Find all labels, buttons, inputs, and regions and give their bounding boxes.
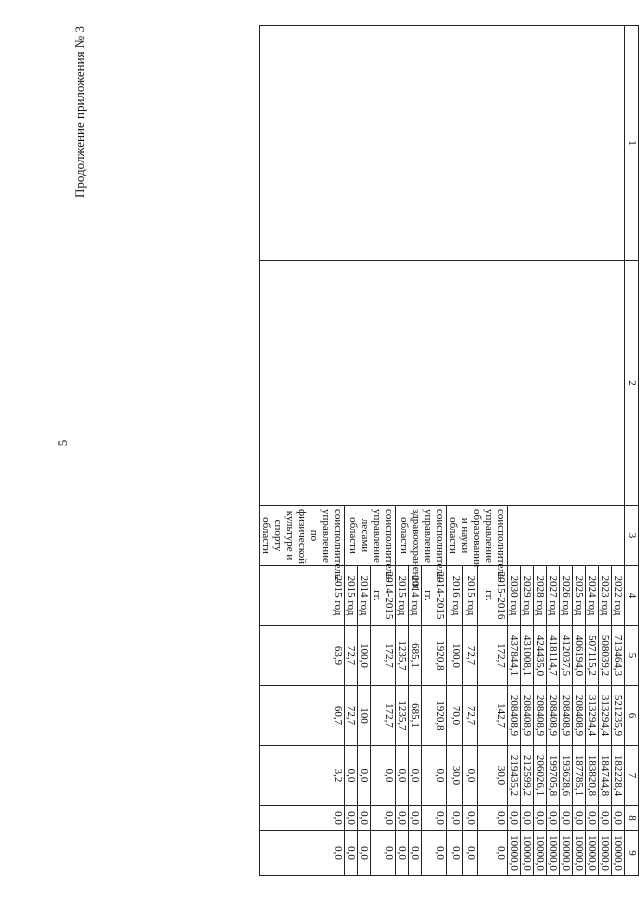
header-cell-7: 7 [625,746,639,806]
value-cell: 0,0 [422,746,447,806]
value-cell: 685,1 [409,686,422,746]
value-cell: 0,0 [371,806,396,831]
executor-cell: соисполнитель-управление здравоохранения области [396,506,447,566]
value-cell: 424435,0 [534,626,547,686]
period-cell: 2029 год [521,566,534,626]
value-cell: 208408,9 [534,686,547,746]
value-cell: 0,0 [478,831,508,876]
value-cell: 0,0 [358,806,371,831]
value-cell: 1920,8 [422,686,447,746]
value-cell: 0,0 [586,806,599,831]
value-cell: 0,0 [358,746,371,806]
value-cell: 193628,6 [560,746,573,806]
value-cell: 0,0 [396,831,409,876]
value-cell: 60,7 [260,686,345,746]
value-cell: 521235,9 [612,686,625,746]
budget-table [259,25,639,876]
executor-cell: соисполнитель-управление по физической культуре и спорту области [260,506,345,566]
value-cell: 208408,9 [573,686,586,746]
value-cell: 72,7 [345,686,358,746]
period-cell: 2015 год [462,566,478,626]
value-cell: 0,0 [396,746,409,806]
value-cell: 172,7 [478,626,508,686]
header-cell-3: 3 [625,506,639,566]
period-cell: 2014 год [358,566,371,626]
value-cell: 0,0 [396,806,409,831]
value-cell: 0,0 [260,806,345,831]
value-cell: 10000,0 [573,831,586,876]
period-cell: 2016 год [447,566,463,626]
col2-cell [260,261,625,506]
continuation-note: Продолжение приложения № 3 [72,26,87,198]
value-cell: 30,0 [447,746,463,806]
period-cell: 2014-2015 гг. [422,566,447,626]
value-cell: 206026,1 [534,746,547,806]
value-cell: 142,7 [478,686,508,746]
value-cell: 208408,9 [560,686,573,746]
value-cell: 10000,0 [508,831,521,876]
value-cell: 208408,9 [521,686,534,746]
period-cell: 2014 год [409,566,422,626]
value-cell: 0,0 [478,806,508,831]
value-cell: 437844,1 [508,626,521,686]
col3-cell [508,506,625,566]
value-cell: 100,0 [447,626,463,686]
period-cell: 2025 год [573,566,586,626]
value-cell: 0,0 [260,831,345,876]
header-row [625,26,639,876]
value-cell: 1235,7 [396,686,409,746]
value-cell: 0,0 [612,806,625,831]
executor-cell: соисполнитель-управление образования и науки области [447,506,508,566]
value-cell: 0,0 [409,831,422,876]
header-cell-4: 4 [625,566,639,626]
value-cell: 0,0 [599,806,612,831]
value-cell: 507115,2 [586,626,599,686]
value-cell: 0,0 [422,831,447,876]
value-cell: 0,0 [345,806,358,831]
value-cell: 0,0 [462,746,478,806]
period-cell: 2015 год [260,566,345,626]
value-cell: 10000,0 [612,831,625,876]
value-cell: 0,0 [409,746,422,806]
value-cell: 0,0 [358,831,371,876]
value-cell: 208408,9 [547,686,560,746]
header-cell-5: 5 [625,626,639,686]
value-cell: 0,0 [345,746,358,806]
value-cell: 72,7 [462,686,478,746]
value-cell: 0,0 [422,806,447,831]
value-cell: 0,0 [371,746,396,806]
period-cell: 2014-2015 гг. [371,566,396,626]
value-cell: 182228,4 [612,746,625,806]
value-cell: 100 [358,686,371,746]
value-cell: 187785,1 [573,746,586,806]
value-cell: 199705,8 [547,746,560,806]
value-cell: 10000,0 [560,831,573,876]
value-cell: 0,0 [409,806,422,831]
value-cell: 0,0 [547,806,560,831]
value-cell: 72,7 [345,626,358,686]
value-cell: 0,0 [521,806,534,831]
value-cell: 313294,4 [586,686,599,746]
value-cell: 172,7 [371,686,396,746]
value-cell: 72,7 [462,626,478,686]
period-cell: 2027 год [547,566,560,626]
value-cell: 0,0 [462,806,478,831]
period-cell: 2015-2016 гг. [478,566,508,626]
value-cell: 208408,9 [508,686,521,746]
col1-cell [260,26,625,261]
value-cell: 412037,5 [560,626,573,686]
value-cell: 0,0 [462,831,478,876]
header-cell-1: 1 [625,26,639,261]
year-row [612,26,625,876]
value-cell: 1920,8 [422,626,447,686]
period-cell: 2023 год [599,566,612,626]
period-cell: 2026 год [560,566,573,626]
value-cell: 0,0 [345,831,358,876]
rotated-table-area [87,25,639,871]
value-cell: 184744,8 [599,746,612,806]
value-cell: 0,0 [508,806,521,831]
header-cell-6: 6 [625,686,639,746]
value-cell: 183820,8 [586,746,599,806]
value-cell: 713464,3 [612,626,625,686]
value-cell: 0,0 [534,806,547,831]
period-cell: 2022 год [612,566,625,626]
value-cell: 100,0 [358,626,371,686]
value-cell: 1235,7 [396,626,409,686]
value-cell: 418114,7 [547,626,560,686]
value-cell: 3,2 [260,746,345,806]
header-cell-2: 2 [625,261,639,506]
value-cell: 10000,0 [599,831,612,876]
value-cell: 10000,0 [521,831,534,876]
value-cell: 219435,2 [508,746,521,806]
period-cell: 2015 год [396,566,409,626]
period-cell: 2015 год [345,566,358,626]
value-cell: 70,0 [447,686,463,746]
value-cell: 63,9 [260,626,345,686]
period-cell: 2030 год [508,566,521,626]
value-cell: 10000,0 [586,831,599,876]
value-cell: 508039,2 [599,626,612,686]
value-cell: 406194,0 [573,626,586,686]
value-cell: 212599,2 [521,746,534,806]
value-cell: 685,1 [409,626,422,686]
header-cell-9: 9 [625,831,639,876]
page-number: 5 [55,439,70,447]
header-cell-8: 8 [625,806,639,831]
value-cell: 172,7 [371,626,396,686]
value-cell: 0,0 [371,831,396,876]
value-cell: 431008,1 [521,626,534,686]
executor-cell: соисполнитель-управление лесами области [345,506,396,566]
value-cell: 30,0 [478,746,508,806]
value-cell: 0,0 [447,806,463,831]
value-cell: 10000,0 [547,831,560,876]
value-cell: 313294,4 [599,686,612,746]
value-cell: 10000,0 [534,831,547,876]
period-cell: 2024 год [586,566,599,626]
value-cell: 0,0 [560,806,573,831]
period-cell: 2028 год [534,566,547,626]
value-cell: 0,0 [573,806,586,831]
value-cell: 0,0 [447,831,463,876]
